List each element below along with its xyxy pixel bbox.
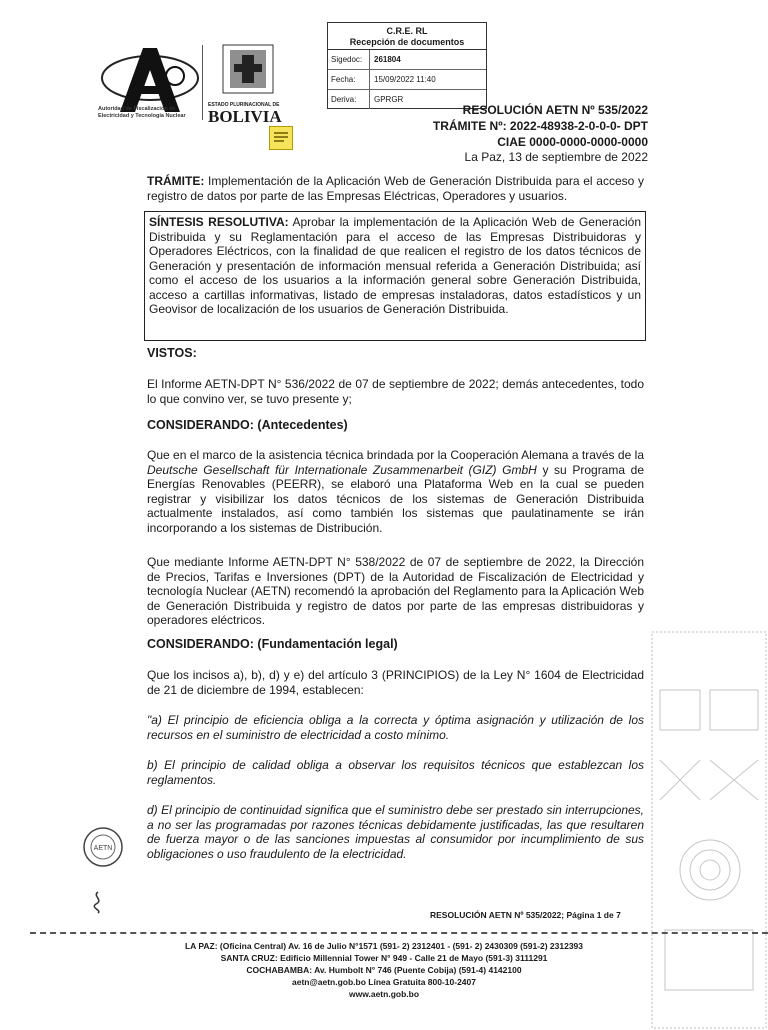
stamp-row: Fecha: 15/09/2022 11:40: [328, 70, 486, 90]
footer-cochabamba: COCHABAMBA: Av. Humbolt N° 746 (Puente Cobija) (591-4) 4142100: [246, 965, 522, 975]
stamp-subtitle: Recepción de documentos: [349, 37, 465, 47]
footer-email: aetn@aetn.gob.bo Línea Gratuita 800-10-2407: [291, 977, 476, 987]
stamp-row: Sigedoc: 261804: [328, 50, 486, 70]
bolivia-text: BOLIVIA: [208, 107, 282, 126]
footer-contact: [0, 940, 768, 1000]
aetn-caption: Autoridad de Fiscalización de Electricidad y Tecnología Nuclear: [98, 106, 186, 119]
footer-website: www.aetn.gob.bo: [348, 989, 420, 999]
considerando-antecedentes-heading: CONSIDERANDO: (Antecedentes): [147, 418, 348, 432]
antecedentes-paragraph-2: Que mediante Informe AETN-DPT N° 538/2022 de 07 de septiembre de 2022, la Dirección de Precios, Tarifas e Inversiones (DPT) de la Autoridad de Fiscalización de Electricidad y tecnología Nuclear (AETN) recomendó la aprobación del Reglamento para la Aplicación Web de Generación Distribuida y registro de datos por parte de las empresas distribuidoras y operadores eléctricos.: [147, 555, 644, 627]
legal-paragraph-1: Que los incisos a), b), d) y e) del artículo 3 (PRINCIPIOS) de la Ley N° 1604 de Electricidad de 21 de diciembre de 1994, establecen:: [147, 668, 644, 697]
ciae-number: CIAE 0000-0000-0000-0000: [497, 135, 648, 149]
reception-stamp: [327, 22, 487, 109]
aetn-round-seal: [82, 826, 124, 868]
initial-signature: [88, 890, 108, 914]
considerando-legal-heading: CONSIDERANDO: (Fundamentación legal): [147, 637, 398, 651]
vistos-heading: VISTOS:: [147, 346, 197, 360]
tramite-number: TRÁMITE Nº: 2022-48938-2-0-0-0- DPT: [432, 119, 648, 133]
stamp-title: C.R.E. RL: [386, 26, 428, 36]
legal-quote-b: b) El principio de calidad obliga a observar los requisitos técnicos que establezcan los reglamentos.: [147, 758, 644, 787]
bolivia-small-text: ESTADO PLURINACIONAL DE: [208, 102, 280, 108]
svg-text:AETN: AETN: [93, 845, 113, 852]
stamp-row: Deriva: GPRGR: [328, 90, 486, 109]
bolivia-emblem: [218, 40, 278, 98]
resolution-date: La Paz, 13 de septiembre de 2022: [464, 150, 648, 164]
vistos-paragraph: El Informe AETN-DPT N° 536/2022 de 07 de septiembre de 2022; demás antecedentes, todo lo que convino ver, se tuvo presente y;: [147, 377, 644, 406]
antecedentes-paragraph-1: Que en el marco de la asistencia técnica brindada por la Cooperación Alemana a través de la Deutsche Gesellschaft für Internationale Zusammenarbeit (GIZ) GmbH y su Programa de Energías Renovables (PEERR), se elaboró una Plataforma Web en la cual se pueden registrar y visibilizar los datos técnicos de los sistemas de Generación Distribuida actualmente instalados, así como también los sistemas que paulatinamente se irán incorporando a los sistemas de Distribución.: [147, 448, 644, 535]
logo-divider: [202, 45, 203, 120]
page-reference: RESOLUCIÓN AETN Nº 535/2022; Página 1 de 7: [430, 910, 621, 920]
note-annotation-icon[interactable]: [269, 126, 293, 150]
footer-santa-cruz: SANTA CRUZ: Edificio Millennial Tower N° 949 - Calle 21 de Mayo (591-3) 3111291: [220, 953, 548, 963]
legal-quote-d: d) El principio de continuidad significa que el suministro debe ser prestado sin interrupciones, a no ser las programadas por razones técnicas debidamente justificadas, las que resultaren de fuerza mayor o de las sanciones impuestas al consumidor por incumplimiento de sus obligaciones o uso fraudulento de la electricidad.: [147, 803, 644, 861]
legal-quote-a: "a) El principio de eficiencia obliga a la correcta y óptima asignación y utilización de los recursos en el suministro de electricidad a costo mínimo.: [147, 713, 644, 742]
sintesis-resolutiva-box: SÍNTESIS RESOLUTIVA: Aprobar la implementación de la Aplicación Web de Generación Distribuida y su Reglamentación para el acceso de las Empresas Distribuidoras y Operadores Eléctricos, con la finalidad de que realicen el registro de los datos técnicos de Generación y presentación de información mensual referida a Generación Distribuida; así como el acceso de los usuarios a la información general sobre Generación Distribuida, acceso a cartillas informativas, listado de empresas instaladoras, datos estadísticos y un Geovisor de localización de los usuarios de Generación Distribuida.: [144, 211, 646, 341]
footer-divider: [30, 932, 768, 934]
resolution-number: RESOLUCIÓN AETN Nº 535/2022: [462, 103, 648, 117]
tramite-paragraph: TRÁMITE: Implementación de la Aplicación Web de Generación Distribuida para el acceso y registro de datos por parte de las Empresas Eléctricas, Operadores y usuarios.: [147, 174, 644, 203]
footer-la-paz: LA PAZ: (Oficina Central) Av. 16 de Julio N°1571 (591- 2) 2312401 - (591- 2) 2430309 (591-2) 2312393: [184, 941, 584, 951]
